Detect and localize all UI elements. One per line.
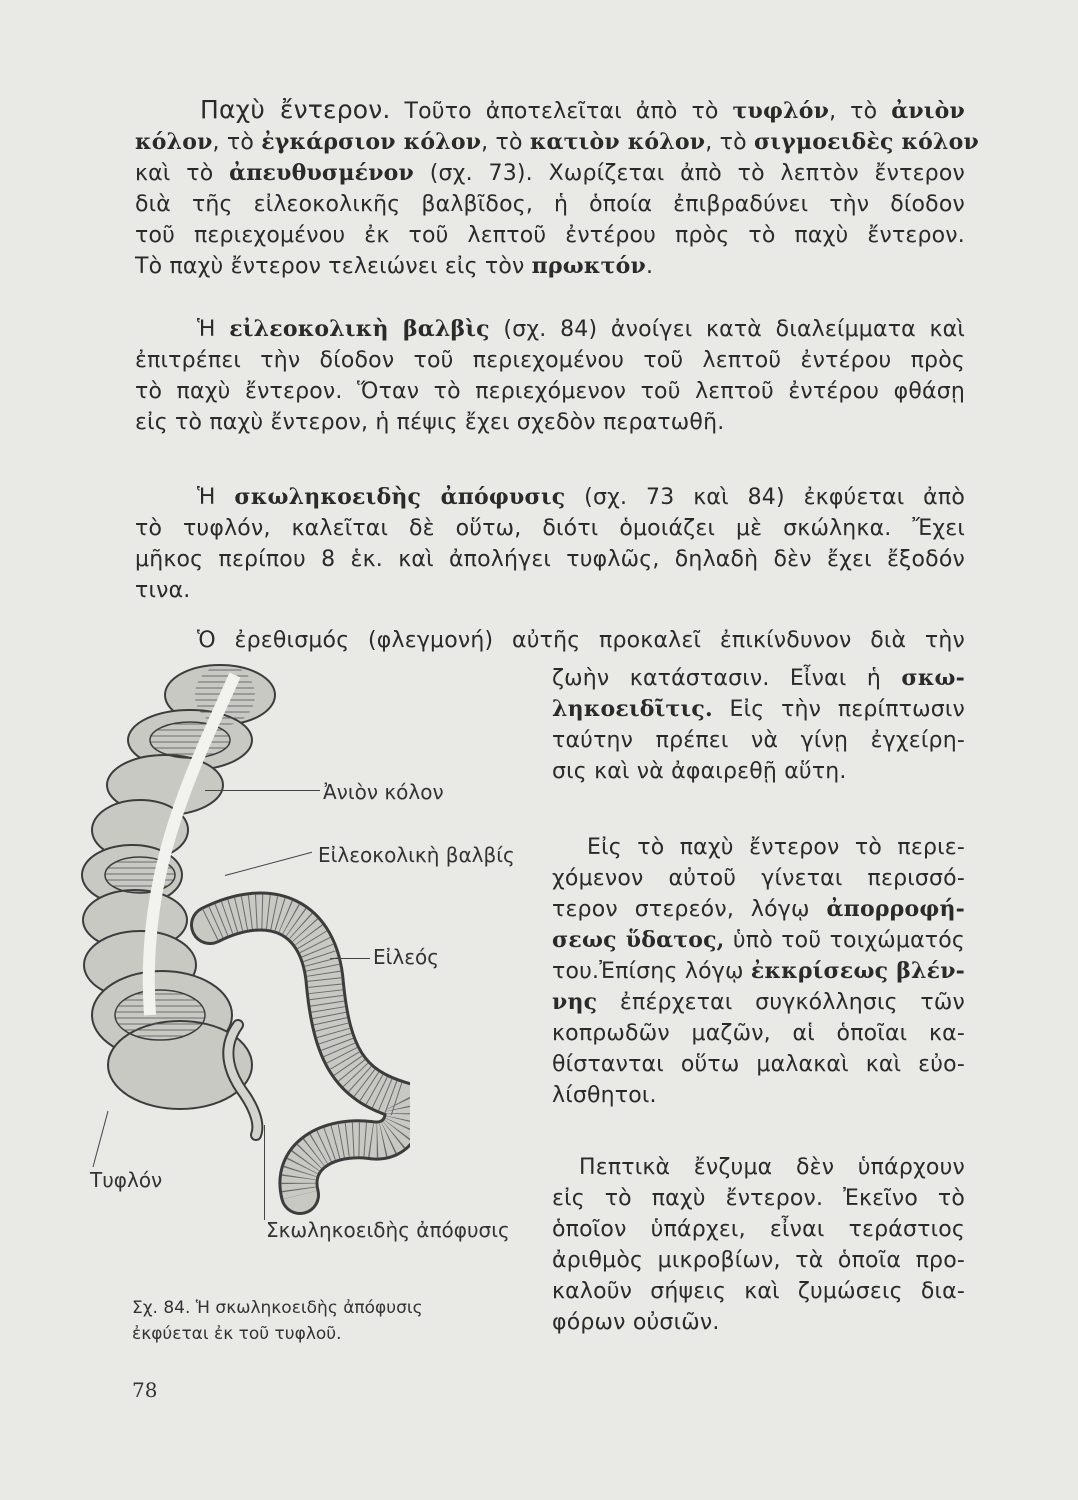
- term-appendix: σκωληκοειδὴς ἀπόφυσις: [234, 484, 566, 510]
- leader-line-ascending: [205, 790, 320, 791]
- large-intestine-illustration: [70, 655, 410, 1215]
- term-absorption: ἀπορροφή-: [826, 896, 965, 922]
- label-cecum: Τυφλόν: [90, 1168, 163, 1192]
- page-number: 78: [132, 1378, 158, 1402]
- paragraph-large-intestine: Παχὺ ἔντερον. Τοῦτο ἀποτελεῖται ἀπὸ τὸ τυφλόν, τὸ ἀνιὸν κόλον, τὸ ἐγκάρσιον κόλον, τὸ κατιὸν κόλον, τὸ σιγμοειδὲς κόλον καὶ τὸ ἀπευθυσμένον (σχ. 73). Χωρίζεται ἀπὸ τὸ λεπτὸν ἔντερον διὰ τῆς εἰλεοκολικῆς βαλβῖδος, ἡ ὁποία ἐπιβραδύνει τὴν δίοδον τοῦ περιεχομένου ἐκ τοῦ λεπτοῦ ἐντέρου πρὸς τὸ παχὺ ἔντερον. Τὸ παχὺ ἔντερον τελειώνει εἰς τὸν πρωκτόν.: [135, 95, 979, 279]
- figure-caption: Σχ. 84. Ἡ σκωληκοειδὴς ἀπόφυσις ἐκφύεται ἐκ τοῦ τυφλοῦ.: [132, 1298, 423, 1344]
- term-appendicitis: ληκοειδῖτις.: [552, 696, 713, 722]
- term-rectum: ἀπευθυσμένον: [229, 160, 415, 186]
- term-sigmoid: σιγμοειδὲς κόλον: [753, 129, 979, 155]
- term-ileocecal-valve: εἰλεοκολικὴ βαλβὶς: [229, 316, 490, 342]
- leader-line-ileum: [330, 958, 370, 959]
- paragraph-appendicitis: ζωὴν κατάστασιν. Εἶναι ἡ σκω- ληκοειδῖτις. Εἰς τὴν περίπτωσιν ταύτην πρέπει νὰ γίνῃ ἐγχείρη- σις καὶ νὰ ἀφαιρεθῇ αὕτη.: [552, 665, 965, 784]
- term-ascending: ἀνιὸν: [891, 98, 965, 124]
- paragraph-ileocecal-valve: Ἡ εἰλεοκολικὴ βαλβὶς (σχ. 84) ἀνοίγει κατὰ διαλείμματα καὶ ἐπιτρέπει τὴν δίοδον τοῦ περιεχομένου τοῦ λεπτοῦ ἐντέρου πρὸς τὸ παχὺ ἔντερον. Ὅταν τὸ περιεχόμενον τοῦ λεπτοῦ ἐντέρου φθάσῃ εἰς τὸ παχὺ ἔντερον, ἡ πέψις ἔχει σχεδὸν περατωθῆ.: [135, 316, 966, 435]
- label-ascending-colon: Ἀνιὸν κόλον: [323, 780, 444, 804]
- paragraph-appendix: Ἡ σκωληκοειδὴς ἀπόφυσις (σχ. 73 καὶ 84) ἐκφύεται ἀπὸ τὸ τυφλόν, καλεῖται δὲ οὕτω, διότι ὁμοιάζει μὲ σκώληκα. Ἔχει μῆκος περίπου 8 ἑκ. καὶ ἀπολήγει τυφλῶς, δηλαδὴ δὲν ἔχει ἔξοδόν τινα.: [135, 484, 965, 603]
- label-ileocecal-valve: Εἰλεοκολικὴ βαλβίς: [318, 843, 515, 867]
- term-transverse: ἐγκάρσιον κόλον: [261, 129, 482, 155]
- term-mucus-secretion: ἐκκρίσεως βλέν-: [750, 958, 966, 984]
- paragraph-enzymes: Πεπτικὰ ἔνζυμα δὲν ὑπάρχουν εἰς τὸ παχὺ ἔντερον. Ἐκεῖνο τὸ ὁποῖον ὑπάρχει, εἶναι τεράστιος ἀριθμὸς μικροβίων, τὰ ὁποῖα προ- καλοῦν σήψεις καὶ ζυμώσεις δια- φόρων οὐσιῶν.: [552, 1155, 965, 1335]
- term-anus: πρωκτόν: [531, 253, 646, 279]
- label-appendix: Σκωληκοειδὴς ἀπόφυσις: [266, 1218, 510, 1242]
- term-descending: κατιὸν κόλον: [529, 129, 706, 155]
- leader-line-appendix: [264, 1125, 265, 1220]
- paragraph-appendicitis-first-line: Ὁ ἐρεθισμός (φλεγμονή) αὐτῆς προκαλεῖ ἐπικίνδυνον διὰ τὴν: [197, 628, 965, 653]
- section-heading: Παχὺ ἔντερον.: [200, 95, 391, 124]
- paragraph-water-absorption: Εἰς τὸ παχὺ ἔντερον τὸ περιε- χόμενον αὐτοῦ γίνεται περισσό- τερον στερεόν, λόγῳ ἀπορροφή- σεως ὕδατος, ὑπὸ τοῦ τοιχώματός του.Ἐπίσης λόγῳ ἐκκρίσεως βλέν- νης ἐπέρχεται συγκόλλησις τῶν κοπρωδῶν μαζῶν, αἱ ὁποῖαι κα- θίστανται οὕτω μαλακαὶ καὶ εὐο- λίσθητοι.: [552, 835, 966, 1108]
- term-cecum: τυφλόν: [732, 98, 830, 124]
- label-ileum: Εἰλεός: [373, 945, 440, 969]
